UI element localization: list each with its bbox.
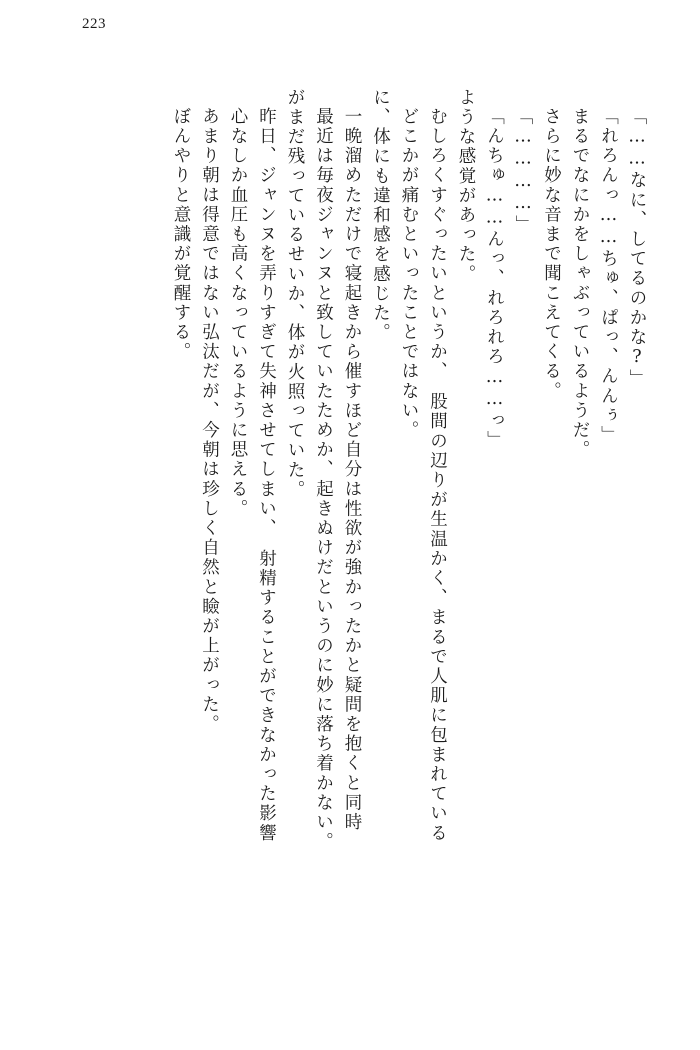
- text-line: がまだ残っているせいか、体が火照っていた。: [285, 88, 305, 500]
- text-line: ような感覚があった。: [456, 88, 476, 284]
- text-line: 「れろんっ……ちゅ、ぱっ、んんぅ」: [598, 107, 619, 446]
- text-line: 「……なに、してるのかな?」: [627, 107, 647, 389]
- text-line: 「…………」: [513, 107, 533, 235]
- text-line: さらに妙な音まで聞こえてくる。: [541, 107, 562, 401]
- text-line: 心なしか血圧も高くなっているように思える。: [228, 107, 248, 519]
- text-line: あまり朝は得意ではない弘汰だが、今朝は珍しく自然と瞼が上がった。: [199, 107, 220, 735]
- text-line: どこかが痛むといったことではない。: [399, 107, 419, 441]
- text-line: 一晩溜めただけで寝起きから催すほど自分は性欲が強かったかと疑問を抱くと同時: [342, 107, 362, 833]
- text-line: 最近は毎夜ジャンヌと致していたためか、起きぬけだというのに妙に落ち着かない。: [313, 107, 334, 852]
- text-line: 昨日、ジャンヌを弄りすぎて失神させてしまい、 射精することができなかった影響: [256, 107, 277, 844]
- text-line: ぼんやりと意識が覚醒する。: [171, 107, 191, 362]
- text-line: むしろくすぐったいというか、 股間の辺りが生温かく、まるで人肌に包まれている: [427, 107, 448, 844]
- text-line: 「んちゅ……んっ、れろれろ……っ」: [484, 107, 505, 451]
- page-number: 223: [82, 16, 106, 32]
- text-line: に、体にも違和感を感じた。: [370, 88, 391, 343]
- vertical-text-block: [161, 88, 646, 993]
- text-line: まるでなにかをしゃぶっているようだ。: [570, 107, 590, 460]
